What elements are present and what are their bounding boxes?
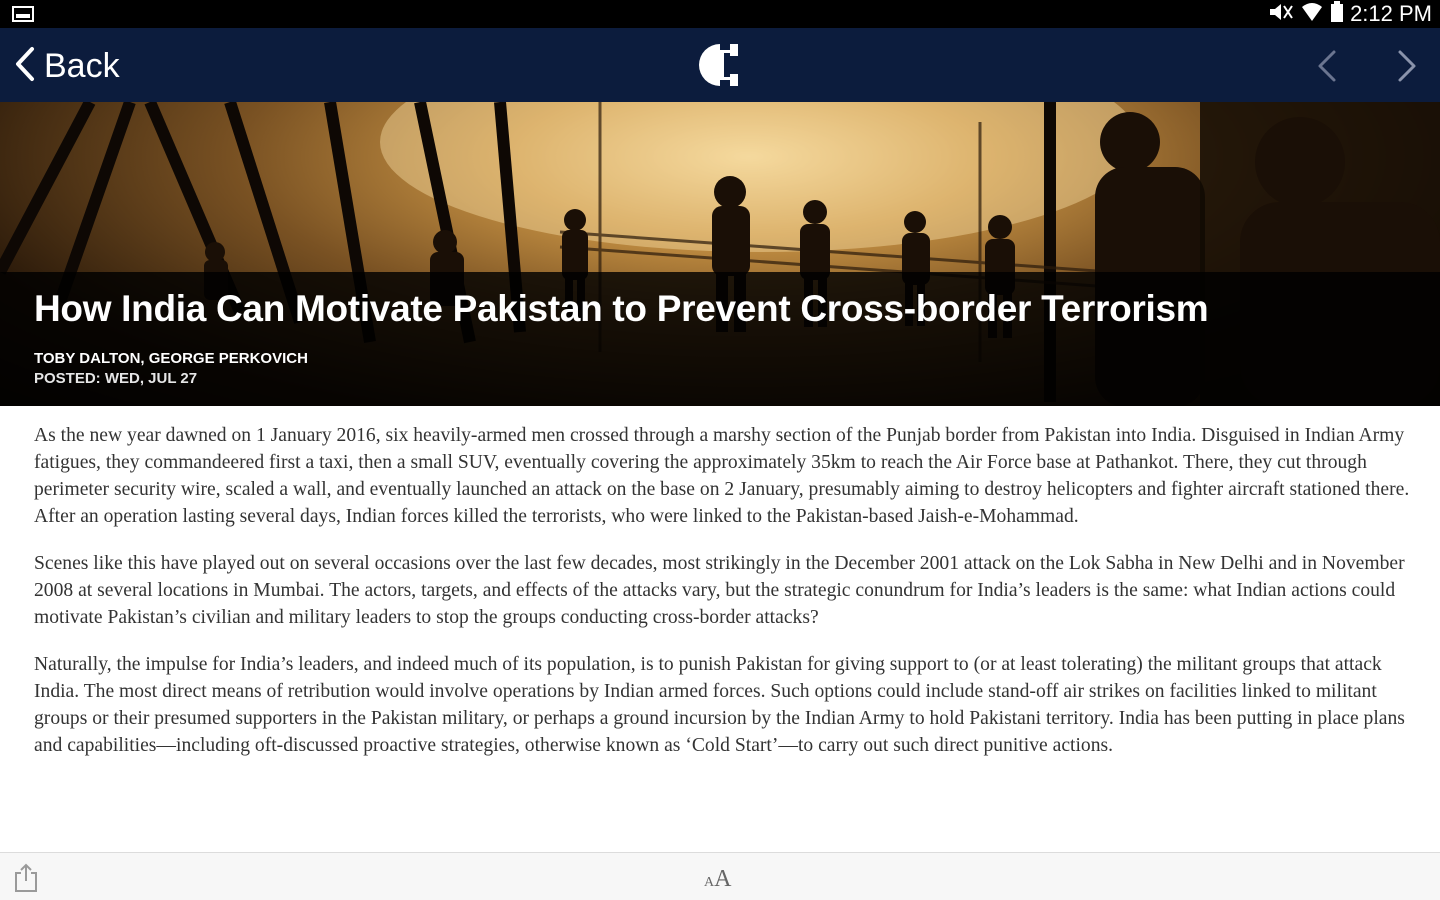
back-label: Back	[44, 46, 120, 85]
article-title: How India Can Motivate Pakistan to Prevent Cross-border Terrorism	[34, 288, 1209, 329]
app-bar	[0, 28, 1440, 102]
text-size-small-label: A	[704, 875, 715, 890]
article-authors: TOBY DALTON, GEORGE PERKOVICH	[34, 350, 308, 367]
share-button[interactable]	[12, 863, 40, 893]
image-notification-icon	[12, 6, 34, 22]
battery-icon	[1330, 1, 1344, 28]
chevron-left-icon	[14, 46, 36, 87]
mute-icon	[1268, 2, 1294, 27]
text-size-big-label: A	[714, 866, 732, 892]
next-article-button[interactable]	[1390, 46, 1422, 86]
carnegie-logo	[696, 42, 744, 88]
article-paragraph: Scenes like this have played out on several occasions over the last few decades, most strikingly in the December 2001 attack on the Lok Sabha in New Delhi and in November 2008 at several locations in Mumbai. The actors, targets, and effects of the attacks vary, but the strategic conundrum for India’s leaders is the same: what Indian actions could motivate Pakistan’s civilian and military leaders to stop the groups conducting cross-border attacks?	[34, 553, 1405, 628]
article-paragraph: As the new year dawned on 1 January 2016, six heavily-armed men crossed through a marshy section of the Punjab border from Pakistan into India. Disguised in Indian Army fatigues, they commandeered first a taxi, then a small SUV, eventually covering the approximately 35km to reach the Air Force base at Pathankot. There, they cut through perimeter security wire, scaled a wall, and eventually launched an attack on the base on 2 January, presumably aiming to destroy helicopters and fighter aircraft stationed there. After an operation lasting several days, Indian forces killed the terrorists, who were linked to the Pakistan-based Jaish-e-Mohammad.	[34, 425, 1410, 527]
status-time: 2:12 PM	[1350, 1, 1432, 26]
wifi-icon	[1300, 1, 1324, 28]
share-icon	[12, 880, 40, 897]
article-posted-date: POSTED: WED, JUL 27	[34, 370, 198, 387]
article-paragraph: Naturally, the impulse for India’s leaders, and indeed much of its population, is to punish Pakistan for giving support to (or at least tolerating) the militant groups that attack India. The most direct means of retribution would involve operations by Indian armed forces. Such options could include stand-off air strikes on facilities linked to militant groups or their presumed supporters in the Pakistan military, or perhaps a ground incursion by the Indian Army to hold Pakistani territory. India has been putting in place plans and capabilities—including oft-discussed proactive strategies, otherwise known as ‘Cold Start’—to carry out such direct punitive actions.	[34, 654, 1405, 756]
status-bar	[0, 0, 1440, 28]
back-button[interactable]	[14, 46, 120, 86]
text-size-button[interactable]	[704, 865, 731, 891]
bottom-toolbar	[0, 852, 1440, 900]
article-body	[34, 422, 1410, 848]
hero-image	[0, 102, 1440, 406]
previous-article-button[interactable]	[1312, 46, 1344, 86]
